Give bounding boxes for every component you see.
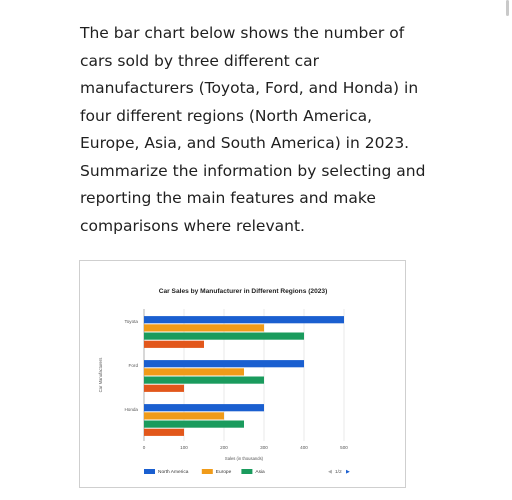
bar-series-4 — [144, 385, 184, 392]
x-tick-label: 500 — [340, 445, 348, 450]
x-tick-label: 0 — [142, 445, 146, 450]
prompt-line: The bar chart below shows the number of — [80, 24, 405, 42]
legend-next-icon[interactable]: ▶ — [346, 469, 350, 475]
prompt-line: Summarize the information by selecting and — [80, 161, 426, 180]
prompt-line: reporting the main features and make — [80, 189, 376, 207]
bar-series-4 — [144, 341, 204, 348]
x-tick-label: 200 — [220, 445, 228, 450]
x-axis-label: Sales (in thousands) — [224, 456, 264, 461]
legend-swatch — [144, 469, 155, 474]
bar-europe — [144, 324, 264, 331]
bar-europe — [144, 412, 224, 419]
bar-chart — [80, 261, 407, 489]
bar-europe — [144, 368, 244, 375]
y-tick-label: Ford — [128, 363, 138, 368]
chart-title: Car Sales by Manufacturer in Different Regions (2023) — [158, 288, 328, 295]
prompt-line: cars sold by three different car — [80, 51, 320, 70]
bar-north-america — [144, 360, 304, 367]
bar-asia — [144, 333, 304, 340]
scrollbar[interactable] — [506, 0, 509, 16]
legend-swatch — [241, 469, 252, 474]
x-tick-label: 300 — [260, 445, 268, 450]
x-tick-label: 400 — [300, 445, 308, 450]
prompt-line: Europe, Asia, and South America) in 2023. — [80, 134, 410, 152]
chart-figure — [79, 260, 406, 488]
legend-item: Europe — [215, 470, 232, 475]
legend-item: Asia — [255, 470, 265, 475]
bar-asia — [144, 421, 244, 428]
y-tick-label: Toyota — [124, 319, 138, 324]
y-tick-label: Honda — [124, 407, 138, 412]
legend-item: North America — [158, 470, 189, 475]
bar-north-america — [144, 316, 344, 323]
prompt-line: four different regions (North America, — [80, 106, 373, 125]
legend-page: 1/2 — [335, 470, 342, 475]
y-axis-label: Car Manufacturers — [98, 357, 103, 393]
legend-swatch — [202, 469, 213, 474]
prompt-line: comparisons where relevant. — [80, 216, 305, 235]
bar-asia — [144, 377, 264, 384]
task-prompt — [80, 20, 430, 240]
prompt-line: manufacturers (Toyota, Ford, and Honda) in — [80, 79, 419, 97]
bar-north-america — [144, 404, 264, 411]
bar-series-4 — [144, 429, 184, 436]
x-tick-label: 100 — [180, 445, 188, 450]
legend-prev-icon: ◀ — [328, 469, 332, 475]
